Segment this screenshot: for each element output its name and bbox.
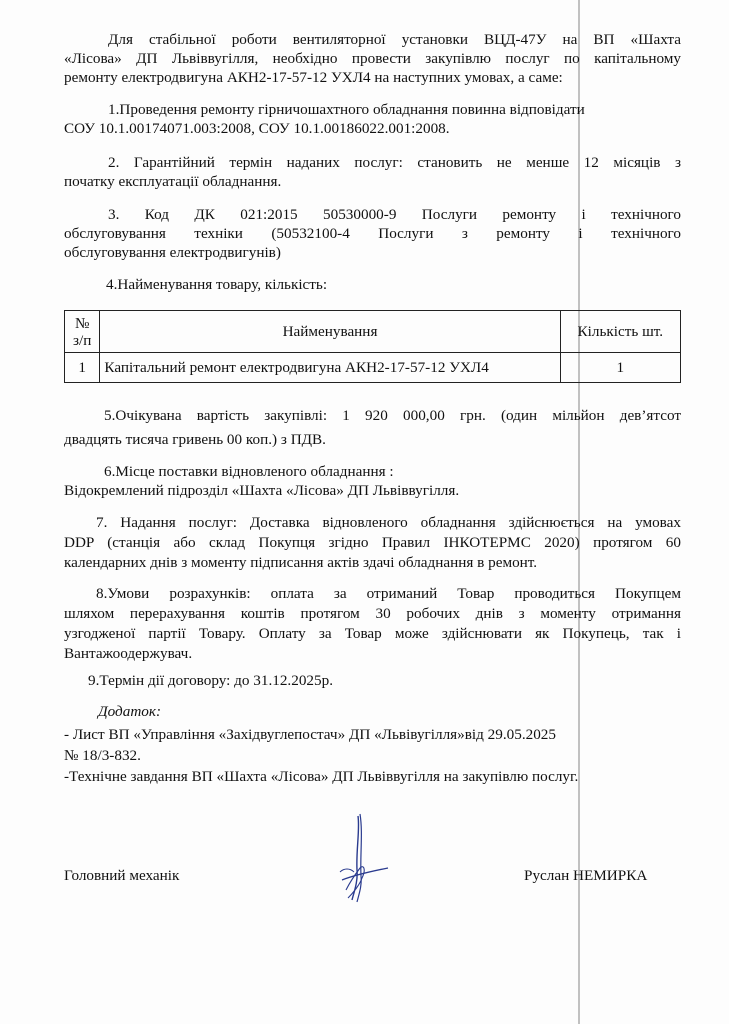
header-quantity: Кількість шт. xyxy=(560,311,680,353)
attachment-line: № 18/3-832. xyxy=(64,747,141,764)
item-5 xyxy=(64,404,681,452)
header-name: Найменування xyxy=(100,311,560,353)
item-6-line: 6.Місце поставки відновленого обладнання : xyxy=(104,463,394,480)
item-8-line: Вантажоодержувач. xyxy=(64,645,193,662)
item-3 xyxy=(64,205,681,262)
intro-line: Для стабільної роботи вентиляторної установки ВЦД-47У на ВП «Шахта xyxy=(108,31,681,48)
item-2 xyxy=(64,153,681,191)
goods-table xyxy=(64,310,681,383)
attachment-line: - Лист ВП «Управління «Західвуглепостач» ДП «Львівугілля»від 29.05.2025 xyxy=(64,726,556,743)
item-3-line: 3. Код ДК 021:2015 50530000-9 Послуги ремонту і технічного xyxy=(108,206,681,223)
attachments-title: Додаток: xyxy=(98,703,162,720)
row-number: 1 xyxy=(65,353,100,383)
item-5-line: 5.Очікувана вартість закупівлі: 1 920 000,00 грн. (один мільйон дев’ятсот xyxy=(104,407,681,424)
attachments-list xyxy=(64,724,681,787)
intro-paragraph xyxy=(64,30,681,87)
header-number-line1: № xyxy=(74,314,90,332)
header-number xyxy=(65,311,100,353)
item-8 xyxy=(64,584,681,664)
signatory-name: Руслан НЕМИРКА xyxy=(524,867,648,884)
table-header-row xyxy=(65,311,681,353)
item-3-line: обслуговування електродвигунів) xyxy=(64,244,281,261)
item-6 xyxy=(64,462,681,500)
row-name: Капітальний ремонт електродвигуна АКН2-17-57-12 УХЛ4 xyxy=(100,353,560,383)
item-8-line: шляхом перерахування коштів протягом 30 робочих днів з моменту отримання xyxy=(64,605,681,622)
intro-line: ремонту електродвигуна АКН2-17-57-12 УХЛ4 на наступних умовах, а саме: xyxy=(64,69,563,86)
item-9: 9.Термін дії договору: до 31.12.2025р. xyxy=(88,672,333,689)
signatory-position: Головний механік xyxy=(64,867,180,884)
item-8-line: узгодженої партії Товару. Оплату за Товар може здійснювати як Покупець, так і xyxy=(64,625,681,642)
signature-icon xyxy=(330,810,400,905)
item-7 xyxy=(64,513,681,573)
item-7-line: 7. Надання послуг: Доставка відновленого обладнання здійснюється на умовах xyxy=(96,514,681,531)
item-3-line: обслуговування техніки (50532100-4 Послуги з ремонту і технічного xyxy=(64,225,681,242)
item-7-line: календарних днів з моменту підписання актів здачі обладнання в ремонт. xyxy=(64,554,538,571)
item-5-line: двадцять тисяча гривень 00 коп.) з ПДВ. xyxy=(64,431,326,448)
item-1-line: СОУ 10.1.00174071.003:2008, СОУ 10.1.00186022.001:2008. xyxy=(64,120,450,137)
item-2-line: 2. Гарантійний термін наданих послуг: становить не менше 12 місяців з xyxy=(108,154,681,171)
row-quantity: 1 xyxy=(560,353,680,383)
header-number-line2: з/п xyxy=(73,331,92,349)
attachment-line: -Технічне завдання ВП «Шахта «Лісова» ДП Львіввугілля на закупівлю послуг. xyxy=(64,768,579,785)
item-4-heading: 4.Найменування товару, кількість: xyxy=(106,276,328,293)
item-7-line: DDP (станція або склад Покупця згідно Правил ІНКОТЕРМС 2020) протягом 60 xyxy=(64,534,681,551)
item-1-line: 1.Проведення ремонту гірничошахтного обладнання повинна відповідати xyxy=(108,101,585,118)
item-6-line: Відокремлений підрозділ «Шахта «Лісова» ДП Львіввугілля. xyxy=(64,482,460,499)
item-8-line: 8.Умови розрахунків: оплата за отриманий Товар проводиться Покупцем xyxy=(96,585,681,602)
item-1 xyxy=(64,100,681,138)
table-row xyxy=(65,353,681,383)
intro-line: «Лісова» ДП Львіввугілля, необхідно провести закупівлю послуг по капітальному xyxy=(64,50,681,67)
item-2-line: початку експлуатації обладнання. xyxy=(64,173,282,190)
